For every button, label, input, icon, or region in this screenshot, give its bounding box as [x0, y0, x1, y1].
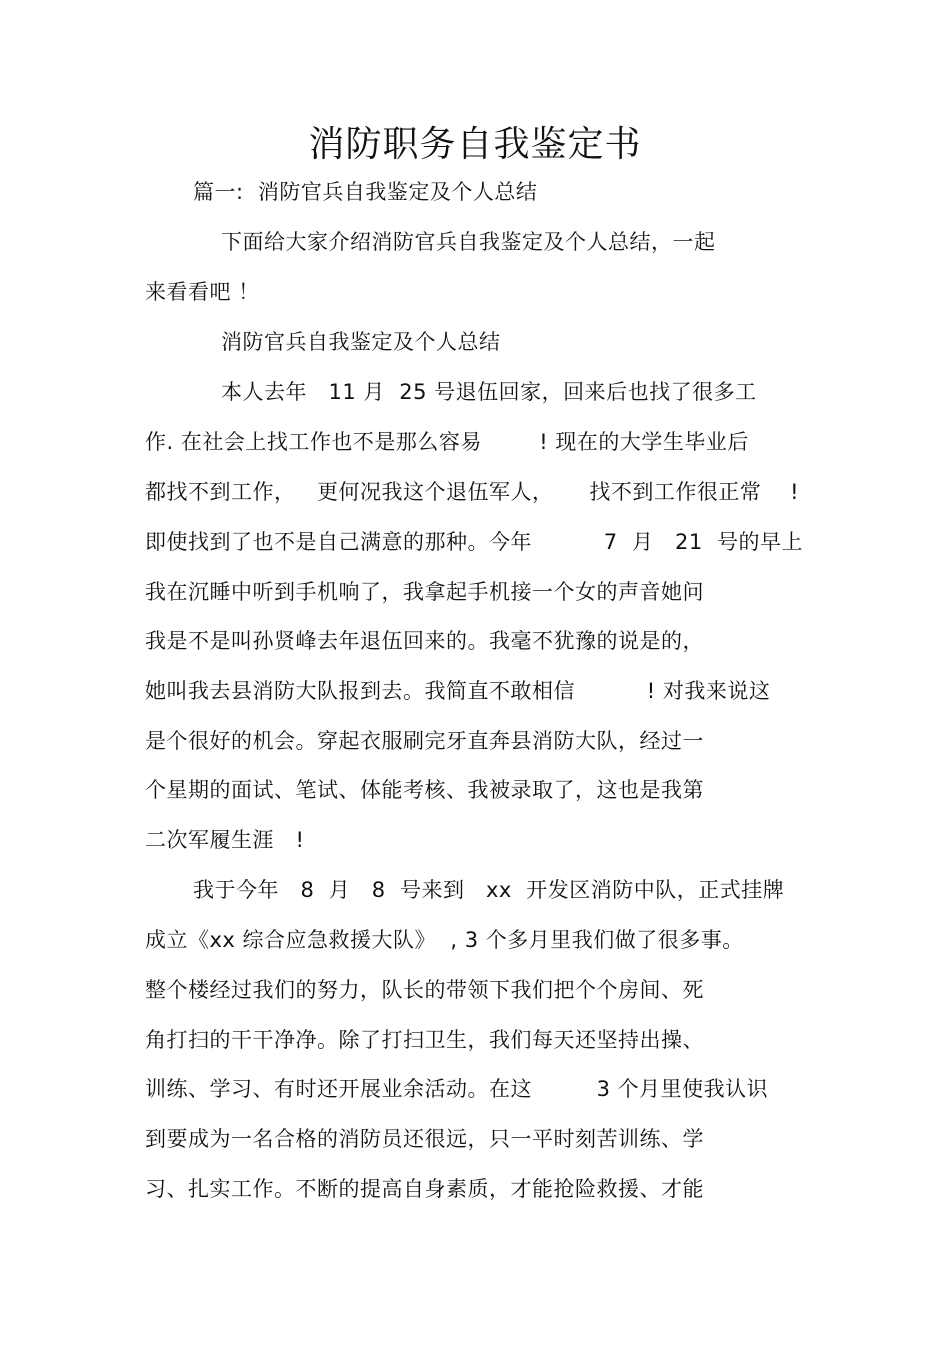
paragraph-line: 作. 在社会上找工作也不是那么容易 ! 现在的大学生毕业后: [145, 430, 749, 454]
paragraph-line: 二次军履生涯 !: [145, 828, 305, 852]
document-title: 消防职务自我鉴定书: [308, 124, 642, 165]
paragraph-line: 成立《xx 综合应急救援大队》 , 3 个多月里我们做了很多事。: [145, 928, 744, 952]
paragraph-line: 下面给大家介绍消防官兵自我鉴定及个人总结，一起: [221, 230, 716, 254]
paragraph-line: 是个很好的机会。穿起衣服刷完牙直奔县消防大队，经过一: [145, 729, 704, 753]
paragraph-line: 消防官兵自我鉴定及个人总结: [221, 330, 501, 354]
section-heading: 篇一: 消防官兵自我鉴定及个人总结: [193, 180, 538, 204]
paragraph-line: 到要成为一名合格的消防员还很远，只一平时刻苦训练、学: [145, 1127, 704, 1151]
paragraph-line: 本人去年 11 月 25 号退伍回家，回来后也找了很多工: [221, 380, 757, 404]
paragraph-line: 整个楼经过我们的努力，队长的带领下我们把个个房间、死: [145, 978, 704, 1002]
paragraph-line: 训练、学习、有时还开展业余活动。在这 3 个月里使我认识: [145, 1077, 769, 1101]
paragraph-line: 习、扎实工作。不断的提高自身素质，才能抢险救援、才能: [145, 1177, 704, 1201]
paragraph-line: 我是不是叫孙贤峰去年退伍回来的。我毫不犹豫的说是的，: [145, 629, 704, 653]
paragraph-line: 都找不到工作， 更何况我这个退伍军人， 找不到工作很正常 !: [145, 480, 800, 504]
paragraph-line: 即使找到了也不是自己满意的那种。今年 7 月 21 号的早上: [145, 530, 804, 554]
paragraph-line: 来看看吧 ！: [145, 280, 260, 304]
paragraph-line: 我在沉睡中听到手机响了，我拿起手机接一个女的声音她问: [145, 580, 704, 604]
paragraph-line: 她叫我去县消防大队报到去。我简直不敢相信 ! 对我来说这: [145, 679, 771, 703]
paragraph-line: 角打扫的干干净净。除了打扫卫生，我们每天还坚持出操、: [145, 1028, 704, 1052]
paragraph-line: 个星期的面试、笔试、体能考核、我被录取了，这也是我第: [145, 778, 704, 802]
paragraph-line: 我于今年 8 月 8 号来到 xx 开发区消防中队，正式挂牌: [193, 878, 785, 902]
